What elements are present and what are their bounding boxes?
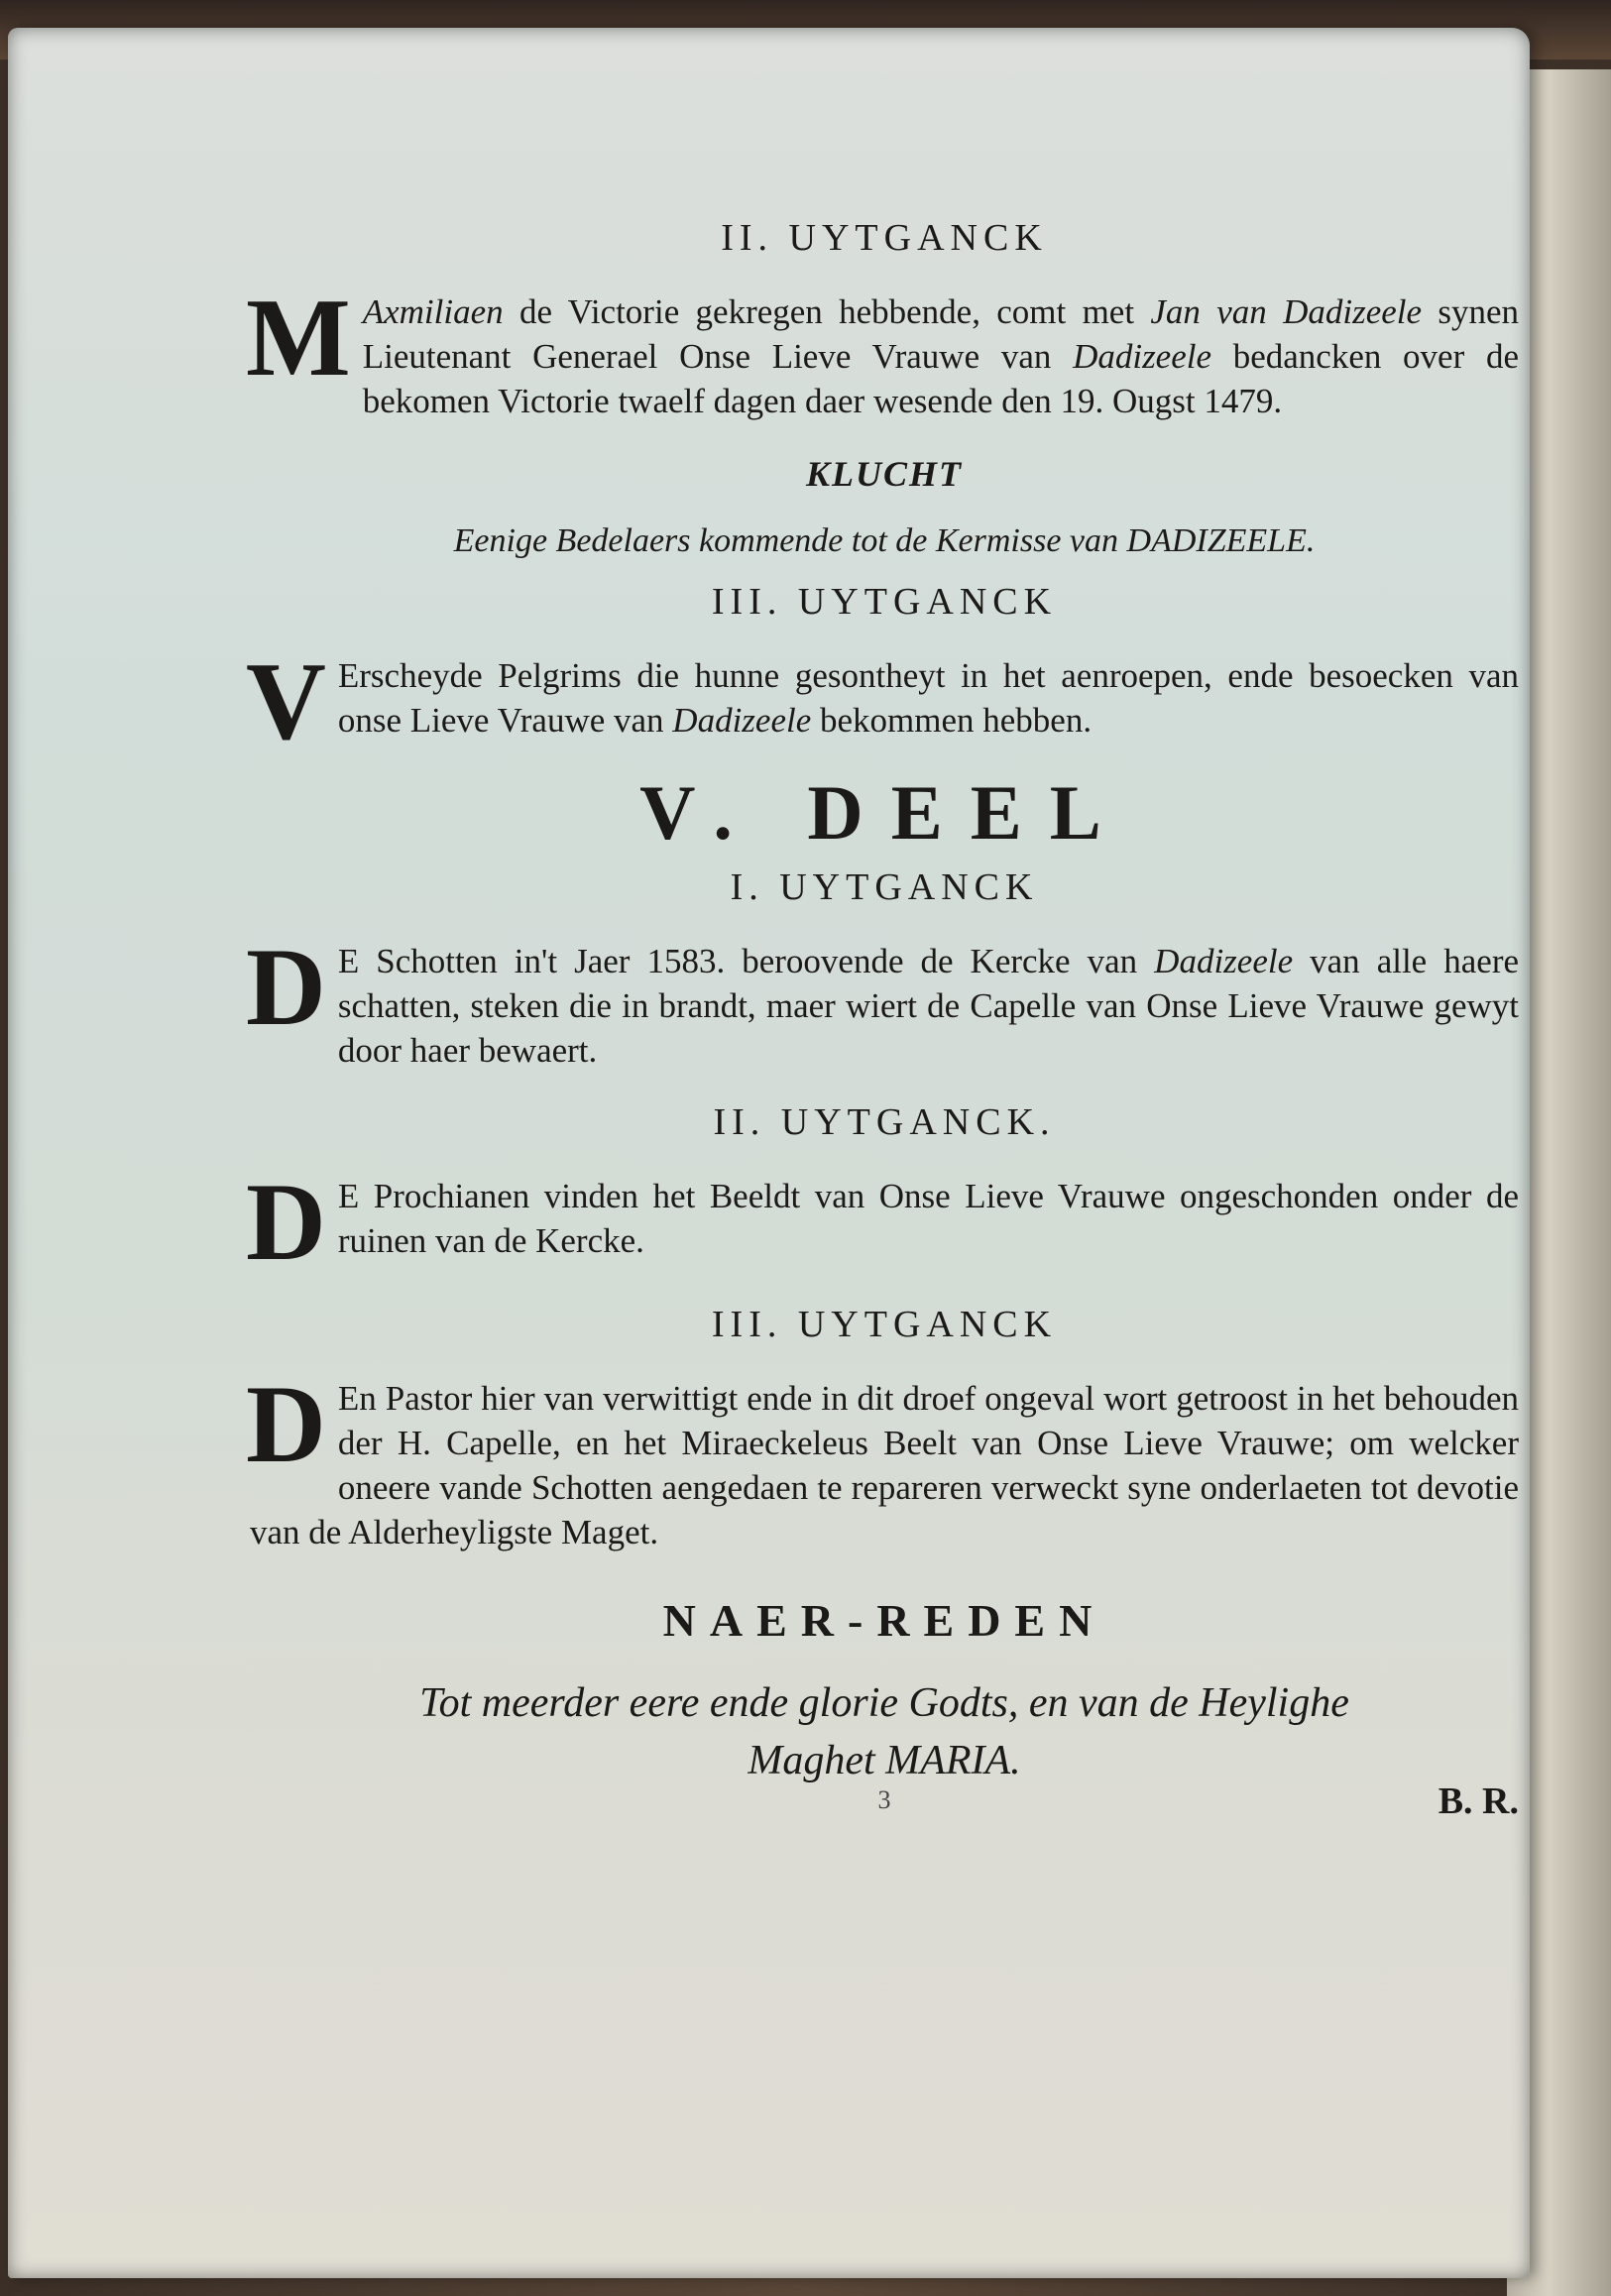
section-heading-iii-uytganck: III. UYTGANCK bbox=[711, 581, 1058, 623]
klucht-heading: KLUCHT bbox=[805, 454, 963, 494]
part-heading-v-deel: V. DEEL bbox=[639, 769, 1129, 856]
paragraph-pelgrims bbox=[246, 640, 1519, 763]
closing-heading-naer-reden: NAER-REDEN bbox=[662, 1595, 1106, 1646]
page-mark: 3 bbox=[877, 1785, 891, 1814]
text-place: Dadizeele bbox=[1073, 337, 1212, 376]
section-heading-ii-uytganck: II. UYTGANCK bbox=[721, 217, 1048, 259]
section-heading-ii-uytganck-2: II. UYTGANCK. bbox=[713, 1101, 1056, 1143]
drop-cap-v: V bbox=[246, 640, 326, 763]
text-segment: de Victorie gekregen hebbende, comt met bbox=[503, 292, 1151, 331]
text-segment: Erscheyde Pelgrims die hunne gesontheyt in het aenroepen, ende besoecken van onse Lieve Vrauwe van bbox=[337, 656, 1519, 740]
text-name-jan: Jan van Dadizeele bbox=[1150, 292, 1423, 331]
closing-line-2: Maghet MARIA. bbox=[748, 1738, 1021, 1783]
text-segment: van alle haere schatten, steken die in brandt, maer wiert de Capelle van Onse Lieve Vrauwe gewyt door haer bewaert. bbox=[337, 942, 1520, 1070]
drop-cap-d: D bbox=[246, 1161, 326, 1284]
drop-cap-d: D bbox=[246, 1363, 326, 1486]
page-text bbox=[246, 216, 1520, 1822]
paragraph-maximiliaen bbox=[246, 277, 1519, 423]
text-place: Dadizeele bbox=[672, 701, 812, 740]
drop-cap-m: M bbox=[246, 277, 351, 400]
text-segment: synen Lieutenant Generael Onse Lieve Vrauwe van bbox=[362, 292, 1519, 376]
paragraph-pastor bbox=[246, 1363, 1519, 1554]
book-page bbox=[8, 28, 1530, 2278]
text-segment: bedancken over de bekomen Victorie twaelf dagen daer wesende den 19. Ougst 1479. bbox=[362, 337, 1519, 420]
signature-initials: B. R. bbox=[1438, 1780, 1519, 1822]
paragraph-schotten bbox=[246, 926, 1520, 1073]
text-segment: E Prochianen vinden het Beeldt van Onse Lieve Vrauwe ongeschonden onder de ruinen van de Kercke. bbox=[337, 1177, 1519, 1260]
text-segment: En Pastor hier van verwittigt ende in dit droef ongeval wort getroost in het behouden der H. Capelle, en het Miraeckeleus Beelt van Onse Lieve Vrauwe; om welcker oneere vande Schotten aengedaen te repareren verweckt syne onderlaeten tot devotie van de Alderheyligste Maget. bbox=[250, 1379, 1519, 1551]
drop-cap-d: D bbox=[246, 926, 326, 1049]
text-segment: E Schotten in't Jaer 1583. beroovende de Kercke van bbox=[337, 942, 1155, 980]
paragraph-prochianen bbox=[246, 1161, 1519, 1284]
section-heading-i-uytganck: I. UYTGANCK bbox=[730, 866, 1039, 908]
closing-line-1: Tot meerder eere ende glorie Godts, en van de Heylighe bbox=[419, 1680, 1349, 1726]
text-segment: bekommen hebben. bbox=[811, 701, 1093, 740]
text-maximiliaen: Axmiliaen bbox=[362, 292, 504, 331]
section-heading-iii-uytganck-2: III. UYTGANCK bbox=[711, 1304, 1058, 1345]
text-place: Dadizeele bbox=[1154, 942, 1294, 980]
klucht-subtitle: Eenige Bedelaers kommende tot de Kermisse van DADIZEELE. bbox=[453, 522, 1316, 559]
